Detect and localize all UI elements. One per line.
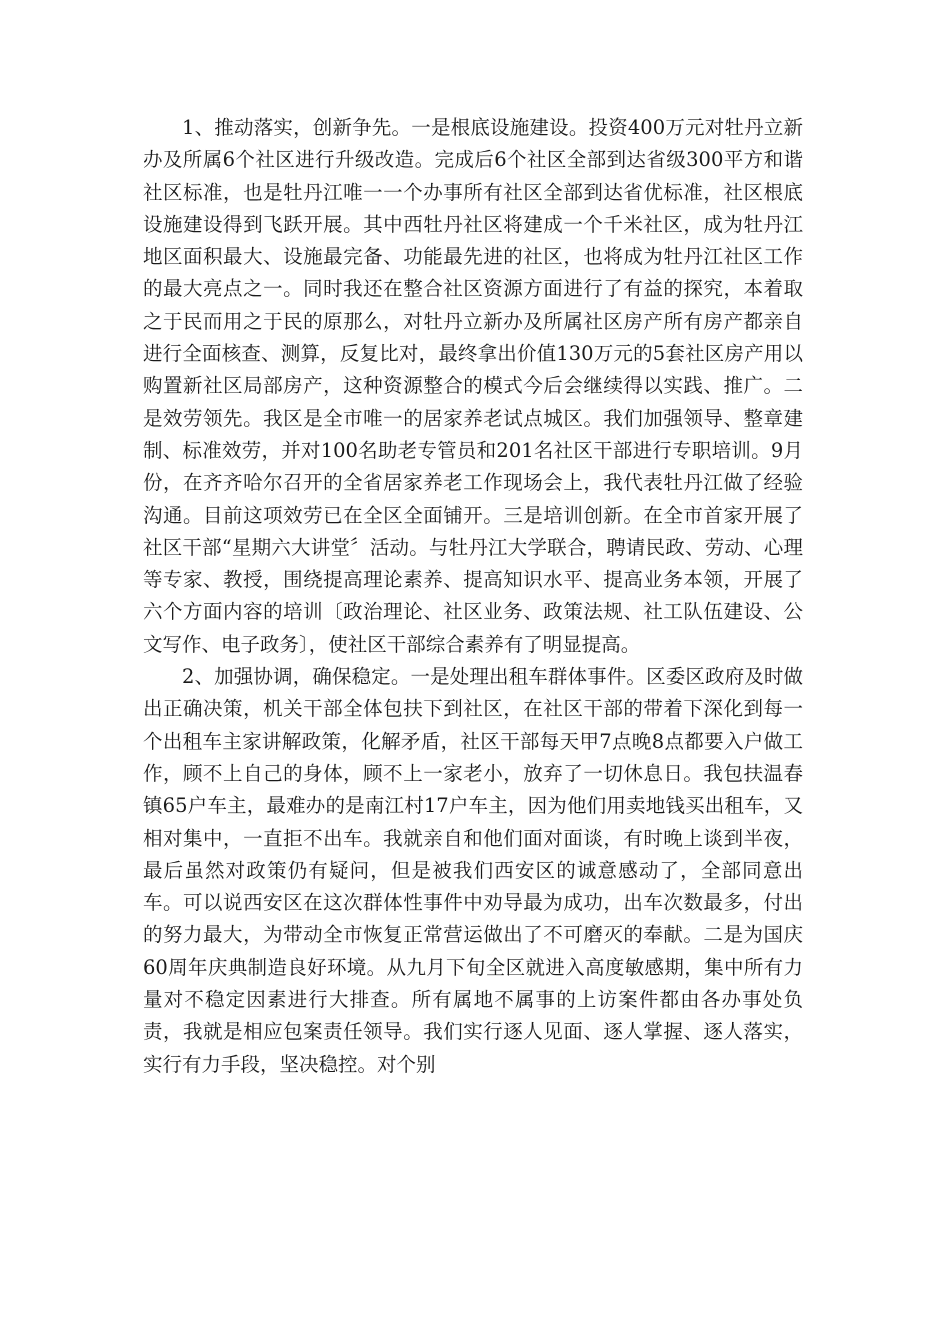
paragraph-2: 2、加强协调，确保稳定。一是处理出租车群体事件。区委区政府及时做出正确决策，机关干部全体包扶下到社区，在社区干部的带着下深化到每一个出租车主家讲解政策，化解矛盾，社区干部每天甲7点晚8点都要入户做工作，顾不上自己的身体，顾不上一家老小，放弃了一切休息日。我包扶温春镇65户车主，最难办的是南江村17户车主，因为他们用卖地钱买出租车，又相对集中，一直拒不出车。我就亲自和他们面对面谈，有时晚上谈到半夜，最后虽然对政策仍有疑问，但是被我们西安区的诚意感动了，全部同意出车。可以说西安区在这次群体性事件中劝导最为成功，出车次数最多，付出的努力最大，为带动全市恢复正常营运做出了不可磨灭的奉献。二是为国庆60周年庆典制造良好环境。从九月下旬全区就进入高度敏感期，集中所有力量对不稳定因素进行大排查。所有属地不属事的上访案件都由各办事处负责，我就是相应包案责任领导。我们实行逐人见面、逐人掌握、逐人落实，实行有力手段，坚决稳控。对个别 bbox=[143, 665, 803, 1076]
document-body bbox=[143, 112, 803, 1081]
paragraph-1: 1、推动落实，创新争先。一是根底设施建设。投资400万元对牡丹立新办及所属6个社区进行升级改造。完成后6个社区全部到达省级300平方和谐社区标准，也是牡丹江唯一一个办事所有社区全部到达省优标准，社区根底设施建设得到飞跃开展。其中西牡丹社区将建成一个千米社区，成为牡丹江地区面积最大、设施最完备、功能最先进的社区，也将成为牡丹江社区工作的最大亮点之一。同时我还在整合社区资源方面进行了有益的探究，本着取之于民而用之于民的原那么，对牡丹立新办及所属社区房产所有房产都亲自进行全面核查、测算，反复比对，最终拿出价值130万元的5套社区房产用以购置新社区局部房产，这种资源整合的模式今后会继续得以实践、推广。二是效劳领先。我区是全市唯一的居家养老试点城区。我们加强领导、整章建制、标准效劳，并对100名助老专管员和201名社区干部进行专职培训。9月份，在齐齐哈尔召开的全省居家养老工作现场会上，我代表牡丹江做了经验沟通。目前这项效劳已在全区全面铺开。三是培训创新。在全市首家开展了社区干部“星期六大讲堂〞活动。与牡丹江大学联合，聘请民政、劳动、心理等专家、教授，围绕提高理论素养、提高知识水平、提高业务本领，开展了六个方面内容的培训〔政治理论、社区业务、政策法规、社工队伍建设、公文写作、电子政务〕，使社区干部综合素养有了明显提高。 bbox=[143, 116, 803, 656]
